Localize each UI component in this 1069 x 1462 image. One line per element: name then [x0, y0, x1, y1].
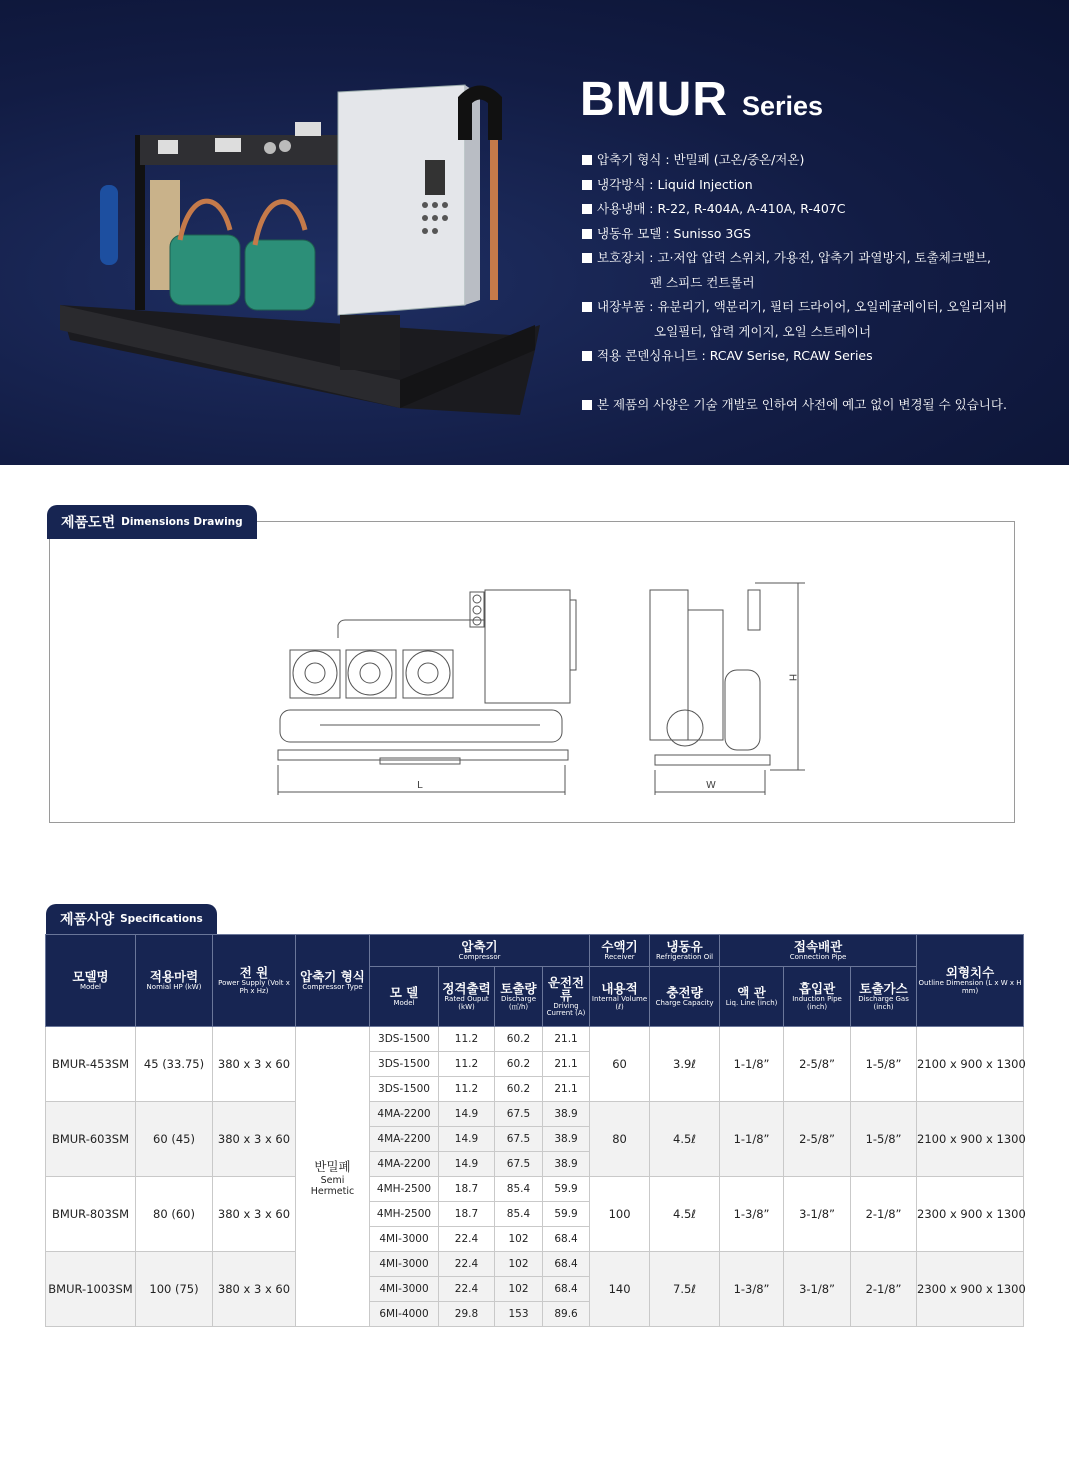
th-liquid-line: 액 관 Liq. Line (inch): [720, 967, 784, 1027]
cell-dimension: 2300 x 900 x 1300: [917, 1177, 1024, 1252]
feature-components: 내장부품 : 유분리기, 액분리기, 필터 드라이어, 오일레귤레이터, 오일리저버: [582, 297, 1007, 315]
th-oil: 냉동유 Refrigeration Oil: [650, 935, 720, 967]
cell-volume: 100: [590, 1177, 650, 1252]
cell-liquid-line: 1-1/8”: [720, 1102, 784, 1177]
cell-comp-model: 4MI-3000: [370, 1252, 439, 1277]
cell-current: 59.9: [543, 1177, 590, 1202]
cell-rated: 11.2: [439, 1077, 495, 1102]
cell-dimension: 2300 x 900 x 1300: [917, 1252, 1024, 1327]
cell-power: 380 x 3 x 60: [213, 1177, 296, 1252]
cell-discharge-gas: 1-5/8”: [851, 1027, 917, 1102]
th-discharge: 토출량 Discharge (㎥/h): [495, 967, 543, 1027]
cell-discharge-gas: 1-5/8”: [851, 1102, 917, 1177]
specs-section-tab: [46, 904, 217, 934]
cell-rated: 18.7: [439, 1177, 495, 1202]
cell-comp-model: 3DS-1500: [370, 1027, 439, 1052]
th-hp: 적용마력 Nomial HP (kW): [136, 935, 213, 1027]
cell-comp-model: 4MA-2200: [370, 1127, 439, 1152]
cell-rated: 11.2: [439, 1027, 495, 1052]
cell-hp: 80 (60): [136, 1177, 213, 1252]
cell-rated: 22.4: [439, 1227, 495, 1252]
spec-change-notice: 본 제품의 사양은 기술 개발로 인하여 사전에 예고 없이 변경될 수 있습니다.: [582, 395, 1007, 413]
th-charge: 충전량 Charge Capacity: [650, 967, 720, 1027]
cell-power: 380 x 3 x 60: [213, 1252, 296, 1327]
th-comp-model: 모 델 Model: [370, 967, 439, 1027]
cell-power: 380 x 3 x 60: [213, 1027, 296, 1102]
specs-tab-en: Specifications: [120, 913, 203, 925]
cell-volume: 60: [590, 1027, 650, 1102]
cell-liquid-line: 1-3/8”: [720, 1252, 784, 1327]
drawing-tab-ko: 제품도면: [61, 515, 116, 531]
cell-charge: 7.5ℓ: [650, 1252, 720, 1327]
drawing-label-h: H: [786, 673, 798, 682]
feature-compressor-type: 압축기 형식 : 반밀폐 (고온/중온/저온): [582, 150, 804, 168]
cell-dimension: 2100 x 900 x 1300: [917, 1102, 1024, 1177]
cell-induction-pipe: 2-5/8”: [784, 1027, 851, 1102]
th-compressor: 압축기 Compressor: [370, 935, 590, 967]
cell-current: 38.9: [543, 1102, 590, 1127]
specs-tab-ko: 제품사양: [60, 912, 115, 928]
cell-induction-pipe: 3-1/8”: [784, 1177, 851, 1252]
cell-discharge-gas: 2-1/8”: [851, 1177, 917, 1252]
series-name: BMUR: [580, 73, 728, 126]
cell-hp: 100 (75): [136, 1252, 213, 1327]
series-title: [580, 72, 823, 127]
th-receiver: 수액기 Receiver: [590, 935, 650, 967]
cell-charge: 4.5ℓ: [650, 1177, 720, 1252]
cell-volume: 140: [590, 1252, 650, 1327]
th-model: 모델명 Model: [46, 935, 136, 1027]
cell-comp-model: 4MH-2500: [370, 1202, 439, 1227]
th-induction-pipe: 흡입관 Induction Pipe (inch): [784, 967, 851, 1027]
cell-current: 89.6: [543, 1302, 590, 1327]
cell-liquid-line: 1-1/8”: [720, 1027, 784, 1102]
cell-current: 21.1: [543, 1027, 590, 1052]
cell-comp-model: 4MI-3000: [370, 1277, 439, 1302]
drawing-section-tab: [47, 505, 257, 539]
cell-discharge: 60.2: [495, 1052, 543, 1077]
table-row: [46, 1102, 1024, 1127]
cell-current: 59.9: [543, 1202, 590, 1227]
cell-current: 38.9: [543, 1127, 590, 1152]
cell-comp-model: 3DS-1500: [370, 1077, 439, 1102]
th-dimension: 외형치수 Outline Dimension (L x W x H mm): [917, 935, 1024, 1027]
cell-model: BMUR-453SM: [46, 1027, 136, 1102]
th-compressor-type: 압축기 형식 Compressor Type: [296, 935, 370, 1027]
cell-comp-model: 3DS-1500: [370, 1052, 439, 1077]
th-discharge-gas: 토출가스 Discharge Gas (inch): [851, 967, 917, 1027]
cell-comp-model: 4MA-2200: [370, 1152, 439, 1177]
specifications-table: [45, 934, 1024, 1327]
cell-current: 68.4: [543, 1277, 590, 1302]
cell-rated: 18.7: [439, 1202, 495, 1227]
drawing-label-w: W: [706, 780, 716, 791]
cell-rated: 29.8: [439, 1302, 495, 1327]
th-connection-pipe: 접속배관 Connection Pipe: [720, 935, 917, 967]
feature-cooling-method: 냉각방식 : Liquid Injection: [582, 175, 753, 193]
cell-charge: 3.9ℓ: [650, 1027, 720, 1102]
cell-model: BMUR-603SM: [46, 1102, 136, 1177]
cell-discharge: 102: [495, 1252, 543, 1277]
th-current: 운전전류 Driving Current (A): [543, 967, 590, 1027]
condensing-unit-photo: [40, 80, 540, 420]
feature-components-cont: 오일필터, 압력 게이지, 오일 스트레이너: [654, 324, 872, 339]
table-row: [46, 1252, 1024, 1277]
cell-hp: 45 (33.75): [136, 1027, 213, 1102]
table-row: [46, 1177, 1024, 1202]
cell-model: BMUR-1003SM: [46, 1252, 136, 1327]
cell-discharge: 102: [495, 1277, 543, 1302]
cell-discharge: 67.5: [495, 1152, 543, 1177]
cell-discharge: 102: [495, 1227, 543, 1252]
cell-comp-model: 4MI-3000: [370, 1227, 439, 1252]
cell-rated: 14.9: [439, 1102, 495, 1127]
cell-discharge: 85.4: [495, 1202, 543, 1227]
cell-discharge-gas: 2-1/8”: [851, 1252, 917, 1327]
table-row: [46, 1027, 1024, 1052]
cell-liquid-line: 1-3/8”: [720, 1177, 784, 1252]
cell-rated: 14.9: [439, 1127, 495, 1152]
hero-banner: [0, 0, 1069, 465]
cell-compressor-type: 반밀폐 Semi Hermetic: [296, 1027, 370, 1327]
feature-applicable-units: 적용 콘덴싱유니트 : RCAV Serise, RCAW Series: [582, 346, 873, 364]
cell-current: 68.4: [543, 1227, 590, 1252]
cell-discharge: 67.5: [495, 1127, 543, 1152]
cell-induction-pipe: 3-1/8”: [784, 1252, 851, 1327]
th-power: 전 원 Power Supply (Volt x Ph x Hz): [213, 935, 296, 1027]
cell-discharge: 60.2: [495, 1027, 543, 1052]
series-suffix: Series: [741, 91, 824, 121]
cell-discharge: 60.2: [495, 1077, 543, 1102]
cell-comp-model: 4MA-2200: [370, 1102, 439, 1127]
cell-charge: 4.5ℓ: [650, 1102, 720, 1177]
cell-power: 380 x 3 x 60: [213, 1102, 296, 1177]
cell-dimension: 2100 x 900 x 1300: [917, 1027, 1024, 1102]
cell-discharge: 67.5: [495, 1102, 543, 1127]
cell-comp-model: 4MH-2500: [370, 1177, 439, 1202]
cell-current: 21.1: [543, 1077, 590, 1102]
cell-model: BMUR-803SM: [46, 1177, 136, 1252]
cell-rated: 14.9: [439, 1152, 495, 1177]
drawing-label-l: L: [417, 780, 423, 791]
cell-discharge: 85.4: [495, 1177, 543, 1202]
feature-refrigerant: 사용냉매 : R-22, R-404A, A-410A, R-407C: [582, 199, 845, 217]
th-rated: 정격출력 Rated Ouput (kW): [439, 967, 495, 1027]
feature-oil-model: 냉동유 모델 : Sunisso 3GS: [582, 224, 751, 242]
cell-comp-model: 6MI-4000: [370, 1302, 439, 1327]
cell-induction-pipe: 2-5/8”: [784, 1102, 851, 1177]
drawing-tab-en: Dimensions Drawing: [121, 516, 243, 528]
cell-discharge: 153: [495, 1302, 543, 1327]
cell-rated: 22.4: [439, 1252, 495, 1277]
cell-current: 38.9: [543, 1152, 590, 1177]
cell-rated: 11.2: [439, 1052, 495, 1077]
feature-protection-cont: 팬 스피드 컨트롤러: [650, 275, 755, 290]
dimensions-drawing: [260, 570, 820, 800]
cell-hp: 60 (45): [136, 1102, 213, 1177]
cell-current: 21.1: [543, 1052, 590, 1077]
feature-protection: 보호장치 : 고·저압 압력 스위치, 가용전, 압축기 과열방지, 토출체크밸브,: [582, 248, 991, 266]
cell-rated: 22.4: [439, 1277, 495, 1302]
cell-volume: 80: [590, 1102, 650, 1177]
th-volume: 내용적 Internal Volume (ℓ): [590, 967, 650, 1027]
cell-current: 68.4: [543, 1252, 590, 1277]
